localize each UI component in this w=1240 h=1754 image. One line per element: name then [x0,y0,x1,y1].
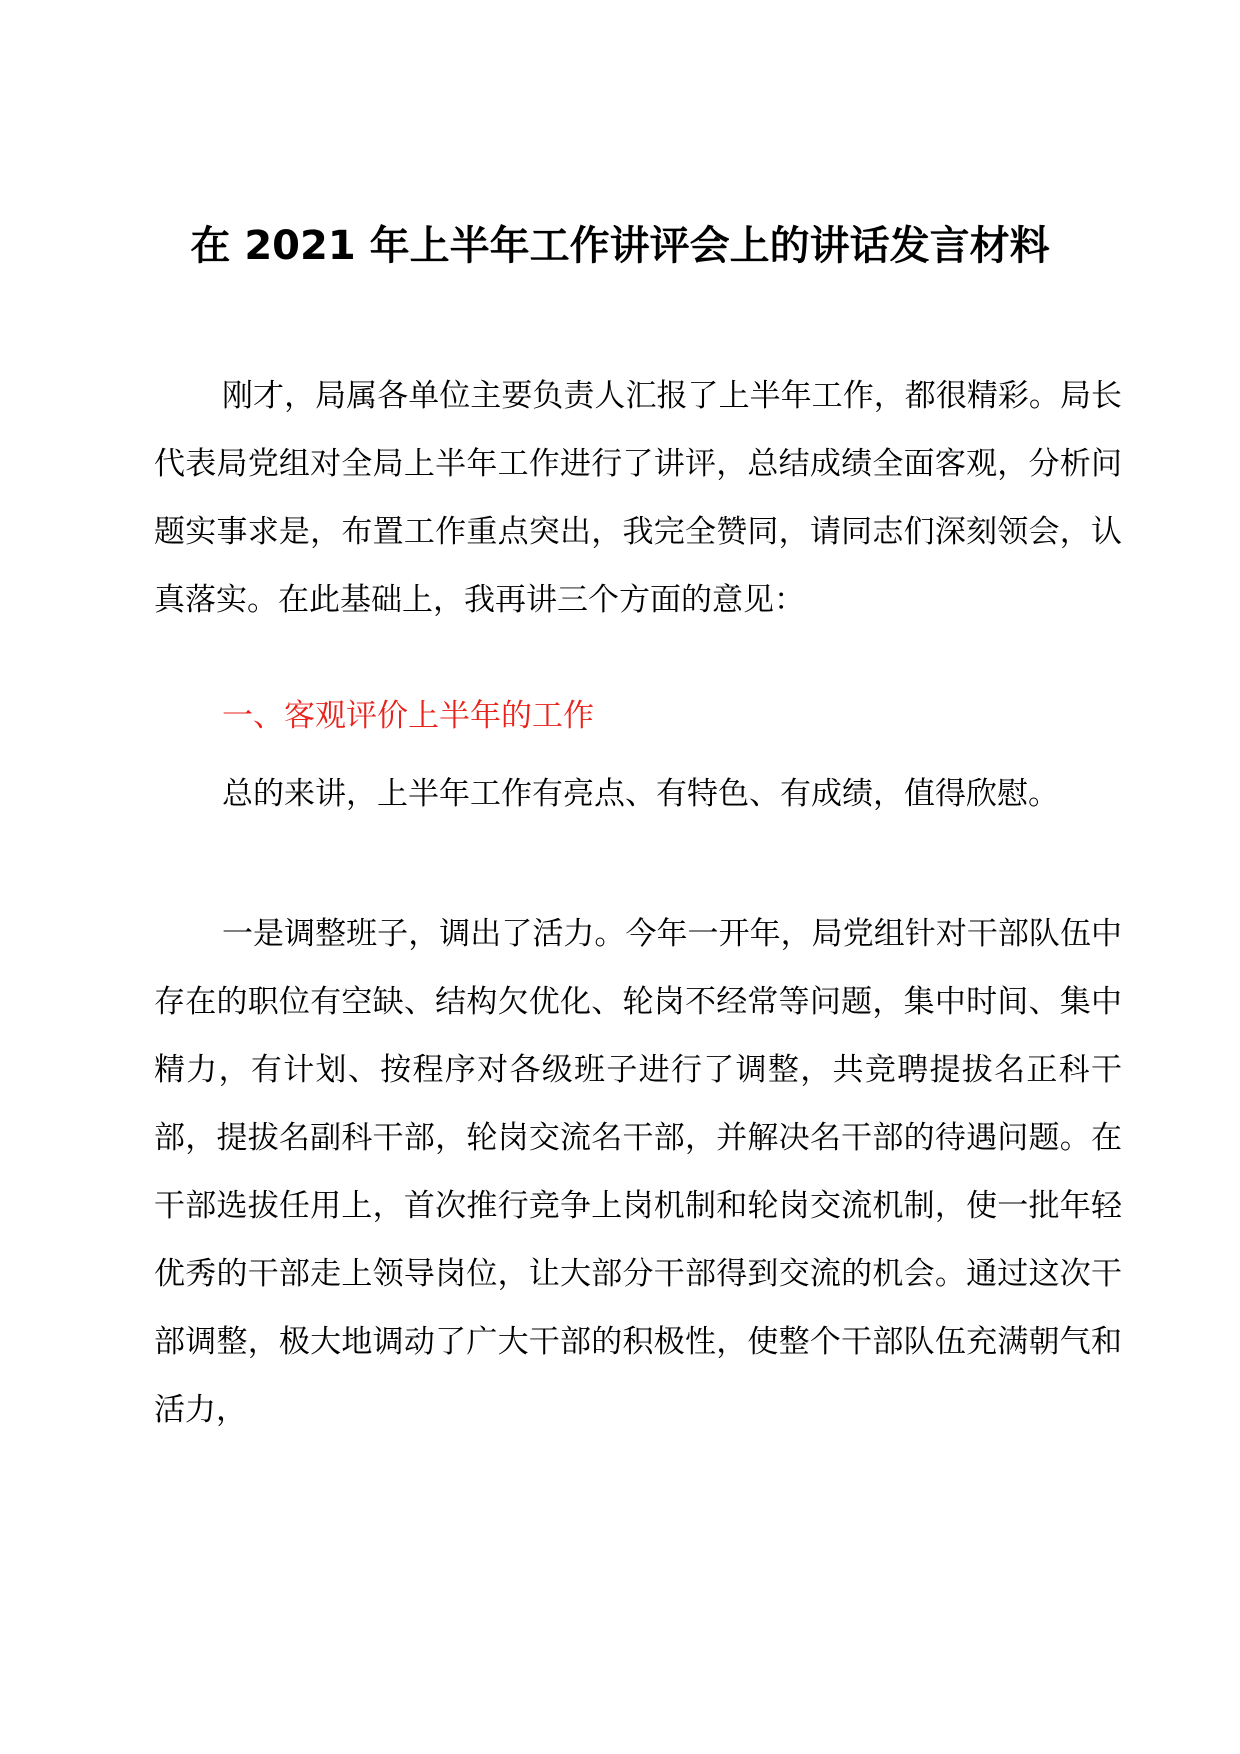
document-title: 在 2021 年上半年工作讲评会上的讲话发言材料 [190,223,1050,269]
section-heading: 一、客观评价上半年的工作 [222,698,594,734]
intro-paragraph: 刚才，局属各单位主要负责人汇报了上半年工作，都很精彩。局长代表局党组对全局上半年工作进行了讲评，总结成绩全面客观，分析问题实事求是，布置工作重点突出，我完全赞同，请同志们深刻领会，认真落实。在此基础上，我再讲三个方面的意见： [154,378,1122,618]
summary-paragraph: 总的来讲，上半年工作有亮点、有特色、有成绩，值得欣慰。 [222,776,1059,812]
point-one-paragraph: 一是调整班子，调出了活力。今年一开年，局党组针对干部队伍中存在的职位有空缺、结构欠优化、轮岗不经常等问题，集中时间、集中精力，有计划、按程序对各级班子进行了调整，共竞聘提拔名正科干部，提拔名副科干部，轮岗交流名干部，并解决名干部的待遇问题。在干部选拔任用上，首次推行竞争上岗机制和轮岗交流机制，使一批年轻优秀的干部走上领导岗位，让大部分干部得到交流的机会。通过这次干部调整，极大地调动了广大干部的积极性，使整个干部队伍充满朝气和活力， [154,916,1122,1428]
